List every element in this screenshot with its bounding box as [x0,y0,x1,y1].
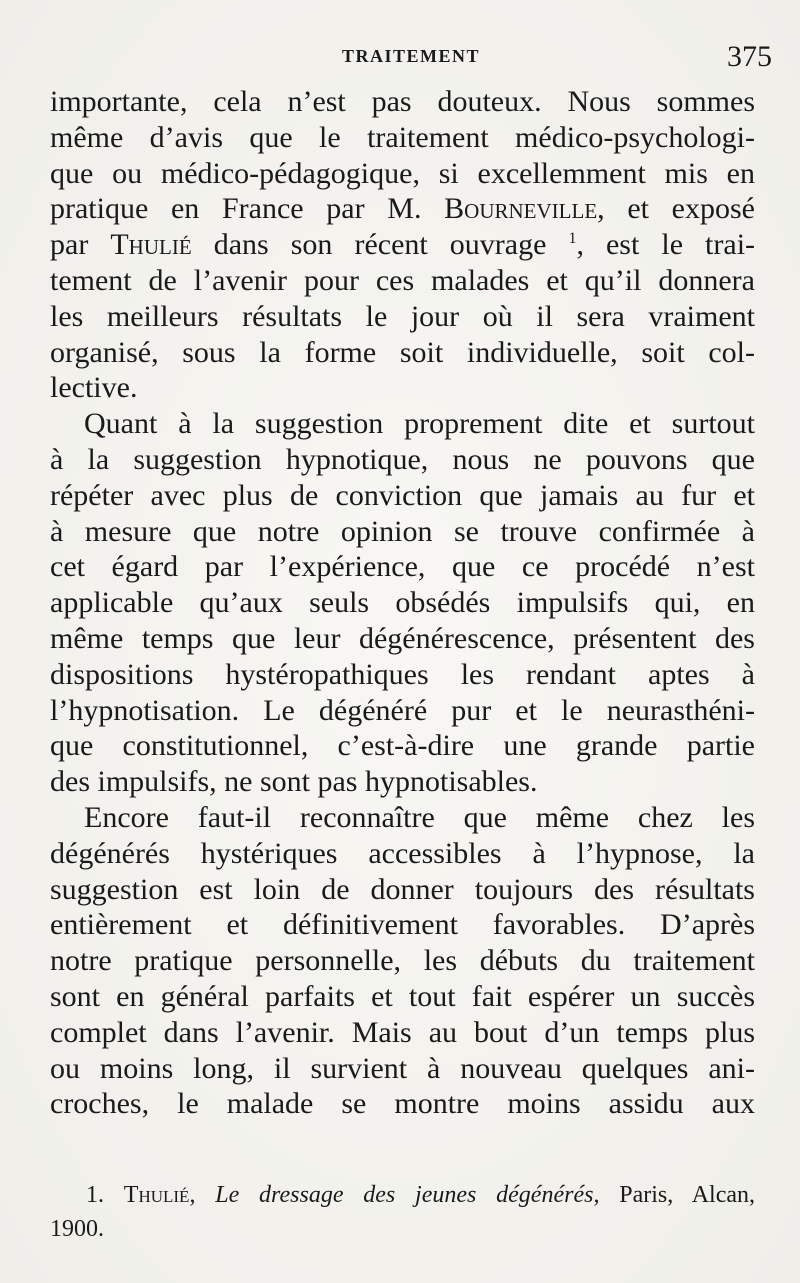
text-line: même temps que leur dégénérescence, présentent des [50,621,755,655]
text-segment: , est le trai- [576,228,756,262]
text-line: des impulsifs, ne sont pas hypnotisables. [50,765,538,799]
text-line: Quant à la suggestion proprement dite et surtout [84,407,755,441]
text-segment: , et exposé [597,192,755,226]
text-line [50,191,755,227]
text-line: ou moins long, il survient à nouveau quelques ani- [50,1051,755,1085]
text-line: que ou médico-pédagogique, si excellemment mis en [50,156,755,190]
text-line: dégénérés hystériques accessibles à l’hypnose, la [50,836,755,870]
text-line: importante, cela n’est pas douteux. Nous sommes [50,85,755,118]
footnote-year: 1900. [50,1216,104,1242]
footnote-marker: 1. [86,1182,104,1208]
running-title: TRAITEMENT [341,46,481,66]
text-line: répéter avec plus de conviction que jamais au fur et [50,478,755,512]
text-line: entièrement et définitivement favorables. D’après [50,908,755,942]
page-number: 375 [727,40,772,73]
text-line: suggestion est loin de donner toujours des résultats [50,872,755,906]
text-line: applicable qu’aux seuls obsédés impulsifs qui, en [50,586,755,620]
text-line: dispositions hystéropathiques les rendant aptes à [50,657,755,691]
text-segment: pratique en France par M. [50,192,422,226]
text-line: même d’avis que le traitement médico-psychologi- [50,120,755,154]
text-line: notre pratique personnelle, les débuts du traitement [50,944,755,978]
footnote-publisher: , Paris, Alcan, [593,1182,756,1208]
text-line: l’hypnotisation. Le dégénéré pur et le neurasthéni- [50,693,755,727]
text-line: Encore faut-il reconnaître que même chez les [84,800,755,834]
footnote [50,1178,755,1246]
text-segment: dans son récent ouvrage [213,228,547,262]
text-line: complet dans l’avenir. Mais au bout d’un temps plus [50,1015,755,1049]
footnote-line [50,1178,755,1212]
author-name: Bourneville [444,192,598,226]
text-line: à la suggestion hypnotique, nous ne pouvons que [50,442,755,476]
author-name: Thulié [110,228,192,262]
text-line: tement de l’avenir pour ces malades et qu’il donnera [50,263,755,297]
body-text [50,84,755,1122]
footnote-ref: 1 [568,230,577,248]
text-line [50,227,755,263]
text-line: organisé, sous la forme soit individuelle, soit col- [50,335,755,369]
running-head [50,40,772,80]
text-line: à mesure que notre opinion se trouve confirmée à [50,514,755,548]
footnote-separator: , [189,1182,196,1208]
footnote-author: Thulié [123,1182,190,1208]
footnote-title: Le dressage des jeunes dégénérés [215,1182,594,1208]
text-line: que constitutionnel, c’est-à-dire une grande partie [50,729,755,763]
text-line: les meilleurs résultats le jour où il sera vraiment [50,299,755,333]
text-line: sont en général parfaits et tout fait espérer un succès [50,979,755,1013]
text-line: lective. [50,371,138,405]
text-segment: par [50,228,89,262]
text-line: croches, le malade se montre moins assidu aux [50,1087,755,1121]
text-line: cet égard par l’expérience, que ce procédé n’est [50,550,755,584]
